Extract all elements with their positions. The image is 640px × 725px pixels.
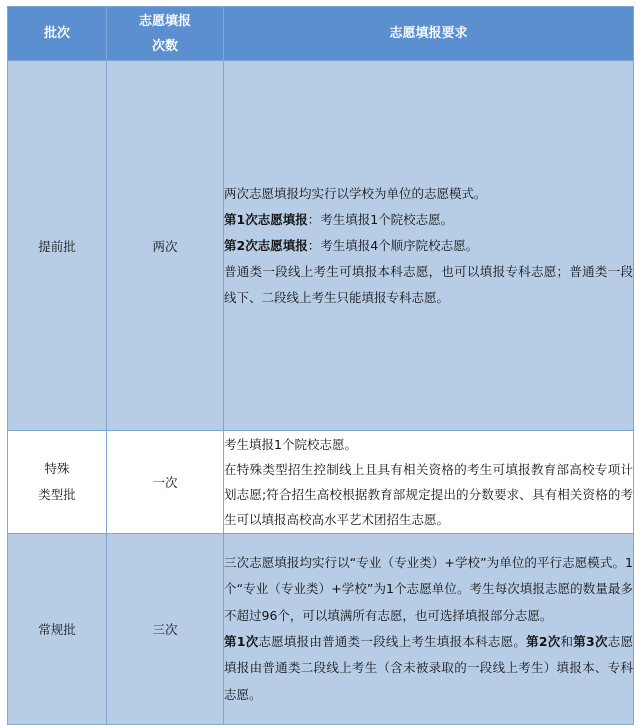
req-text bbox=[224, 233, 633, 259]
req-text: 三次志愿填报均实行以“专业（专业类）+学校”为单位的平行志愿模式。1个“专业（专业类）+学校”为1个志愿单位。考生每次填报志愿的数量最多不超过96个，可以填满所有志愿，也可选择填报部分志愿。 bbox=[224, 555, 633, 623]
req-text: 考生填报1个院校志愿。 bbox=[224, 437, 357, 452]
req-bold: 第2次 bbox=[526, 634, 561, 649]
req-text: 两次志愿填报均实行以学校为单位的志愿模式。 bbox=[224, 185, 487, 201]
req-bold: 第2次志愿填报 bbox=[224, 237, 308, 253]
req-span: 志愿填报由普通类一段线上考生填报本科志愿。 bbox=[258, 634, 527, 649]
req-text bbox=[224, 629, 633, 708]
cell-batch bbox=[8, 431, 107, 534]
table-header-row bbox=[8, 7, 634, 61]
req-bold: 第1次志愿填报 bbox=[224, 211, 308, 227]
cell-times: 一次 bbox=[107, 431, 224, 534]
cell-times: 两次 bbox=[107, 61, 224, 431]
table-row-advance-batch bbox=[8, 61, 634, 431]
req-text: 在特殊类型招生控制线上且具有相关资格的考生可填报教育部高校专项计划志愿;符合招生高校根据教育部规定提出的分数要求、具有相关资格的考生可以填报高校高水平艺术团招生志愿。 bbox=[224, 462, 633, 527]
cell-times: 三次 bbox=[107, 534, 224, 725]
req-text bbox=[224, 207, 633, 233]
cell-batch: 常规批 bbox=[8, 534, 107, 725]
req-span: ：考生填报4个顺序院校志愿。 bbox=[307, 237, 479, 253]
table-row-special-batch bbox=[8, 431, 634, 534]
batch-line1: 特殊 bbox=[44, 461, 70, 476]
header-times bbox=[107, 7, 224, 61]
cell-batch: 提前批 bbox=[8, 61, 107, 431]
table-row-regular-batch bbox=[8, 534, 634, 725]
cell-requirements bbox=[224, 61, 634, 431]
cell-requirements bbox=[224, 431, 634, 534]
header-batch: 批次 bbox=[8, 7, 107, 61]
volunteer-filling-table bbox=[7, 6, 634, 725]
req-span: ：考生填报1个院校志愿。 bbox=[307, 211, 454, 227]
batch-line2: 类型批 bbox=[38, 487, 76, 502]
header-times-line2: 次数 bbox=[151, 38, 178, 54]
header-requirements: 志愿填报要求 bbox=[224, 7, 634, 61]
req-bold: 第1次 bbox=[224, 634, 259, 649]
cell-requirements bbox=[224, 534, 634, 725]
req-span: 和 bbox=[560, 634, 574, 649]
header-times-line1: 志愿填报 bbox=[138, 13, 191, 29]
req-span: 志愿填报由普通类二段线上考生（含未被录取的一段线上考生）填报本、专科志愿。 bbox=[224, 634, 633, 702]
req-bold: 第3次 bbox=[573, 634, 608, 649]
req-text: 普通类一段线上考生可填报本科志愿，也可以填报专科志愿；普通类一段线下、二段线上考生只能填报专科志愿。 bbox=[224, 263, 633, 305]
